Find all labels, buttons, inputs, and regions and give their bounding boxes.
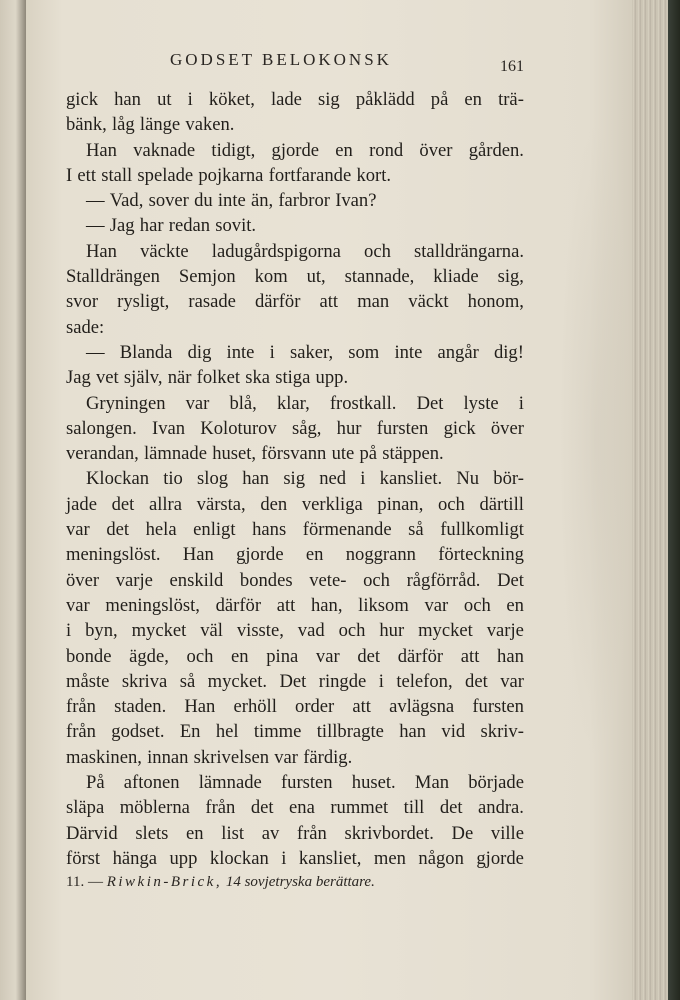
- text-line: Gryningen var blå, klar, frostkall. Det lyste i: [86, 392, 524, 414]
- text-line: var meningslöst, därför att han, liksom var och en: [66, 594, 524, 616]
- text-line: I ett stall spelade pojkarna fortfarande kort.: [66, 164, 392, 186]
- text-line: maskinen, innan skrivelsen var färdig.: [66, 746, 353, 768]
- text-line: — Blanda dig inte i saker, som inte angår dig!: [86, 341, 524, 363]
- text-line: svor rysligt, rasade därför att man väckt honom,: [66, 291, 524, 313]
- text-line: meningslöst. Han gjorde en noggrann förteckning: [66, 544, 524, 566]
- body-text: [66, 87, 524, 871]
- page-stack-edge: [632, 0, 668, 1000]
- text-line: Han väckte ladugårdspigorna och stalldrängarna.: [86, 240, 524, 262]
- text-line: Jag vet själv, när folket ska stiga upp.: [66, 367, 349, 389]
- text-line: jade det allra värsta, den verkliga pinan, och därtill: [66, 493, 524, 515]
- text-line: bonde ägde, och en pina var det därför att han: [66, 645, 524, 667]
- text-line: släpa möblerna från det ena rummet till det andra.: [66, 797, 524, 819]
- text-line: verandan, lämnade huset, försvann ute på stäppen.: [66, 443, 444, 465]
- text-line: bänk, låg länge vaken.: [66, 114, 235, 136]
- text-line: måste skriva så mycket. Det ringde i telefon, det var: [66, 670, 524, 692]
- paper-shadow: [560, 120, 630, 760]
- text-line: På aftonen lämnade fursten huset. Man började: [86, 772, 524, 794]
- text-line: Stalldrängen Semjon kom ut, stannade, kliade sig,: [66, 266, 524, 288]
- book-cover-edge: [668, 0, 680, 1000]
- footer-book-title: 14 sovjetryska berättare.: [225, 874, 375, 890]
- text-line: — Jag har redan sovit.: [86, 215, 257, 237]
- footer-signature-line: [66, 874, 526, 891]
- text-line: från godset. En hel timme tillbragte han vid skriv-: [66, 721, 524, 743]
- text-line: salongen. Ivan Koloturov såg, hur fursten gick över: [66, 417, 524, 439]
- text-line: Klockan tio slog han sig ned i kansliet. Nu bör-: [86, 468, 524, 490]
- text-line: i byn, mycket väl visste, vad och hur mycket varje: [66, 620, 524, 642]
- text-line: sade:: [66, 316, 105, 338]
- adjacent-page-edge: [0, 0, 26, 1000]
- text-line: gick han ut i köket, lade sig påklädd på en trä-: [66, 89, 524, 110]
- text-line: från staden. Han erhöll order att avlägsna fursten: [66, 696, 524, 718]
- text-line: först hänga upp klockan i kansliet, men någon gjorde: [66, 847, 524, 869]
- text-line: Därvid slets en list av från skrivbordet. De ville: [66, 822, 524, 844]
- signature-mark: 11. —: [66, 874, 103, 890]
- page-number: 161: [500, 58, 524, 75]
- running-title: GODSET BELOKONSK: [170, 50, 392, 69]
- text-line: var det hela enligt hans förmenande så fullkomligt: [66, 519, 524, 541]
- text-line: Han vaknade tidigt, gjorde en rond över gården.: [86, 139, 524, 161]
- text-line: över varje enskild bondes vete- och rågförråd. Det: [66, 569, 524, 591]
- text-line: — Vad, sover du inte än, farbror Ivan?: [86, 190, 377, 212]
- footer-author: Riwkin-Brick,: [106, 874, 223, 890]
